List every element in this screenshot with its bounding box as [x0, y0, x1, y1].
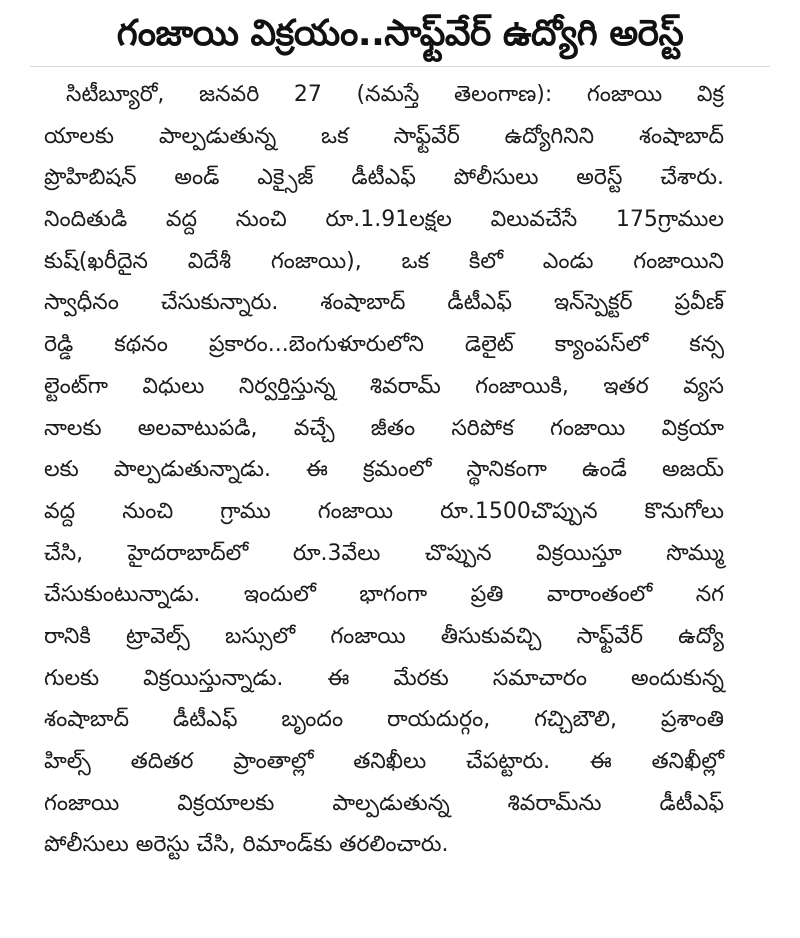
article-line: రెడ్డి కథనం ప్రకారం...బెంగుళూరులోని డెలైట్ క్యాంపస్‌లో కన్స: [44, 332, 724, 358]
article-line: పోలీసులు అరెస్టు చేసి, రిమాండ్‌కు తరలించారు.: [44, 832, 449, 858]
article-line: యాలకు పాల్పడుతున్న ఒక సాఫ్ట్‌వేర్ ఉద్యోగినిని శంషాబాద్: [44, 123, 724, 149]
article-line: వద్ద నుంచి గ్రాము గంజాయి రూ.1500చొప్పున కొనుగోలు: [44, 498, 724, 524]
article-line: శంషాబాద్ డీటీఎఫ్ బృందం రాయదుర్గం, గచ్చిబౌలి, ప్రశాంతి: [44, 707, 724, 733]
article-line: రానికి ట్రావెల్స్ బస్సులో గంజాయి తీసుకువచ్చి సాఫ్ట్‌వేర్ ఉద్యో: [44, 623, 724, 649]
article-line: కుష్(ఖరీదైన విదేశీ గంజాయి), ఒక కిలో ఎండు గంజాయిని: [44, 248, 724, 274]
article-line: నాలకు అలవాటుపడి, వచ్చే జీతం సరిపోక గంజాయి విక్రయా: [44, 415, 724, 441]
article-line: స్వాధీనం చేసుకున్నారు. శంషాబాద్ డీటీఎఫ్ ఇన్‌స్పెక్టర్ ప్రవీణ్: [44, 290, 724, 316]
article-line: నిందితుడి వద్ద నుంచి రూ.1.91లక్షల విలువచేసే 175గ్రాముల: [44, 207, 724, 233]
article-line: హిల్స్ తదితర ప్రాంతాల్లో తనిఖీలు చేపట్టారు. ఈ తనిఖీల్లో: [44, 749, 724, 774]
article-line: ప్రొహిబిషన్ అండ్ ఎక్సైజ్ డీటీఎఫ్ పోలీసులు అరెస్ట్ చేశారు.: [44, 165, 724, 191]
article-line: ల్టెంట్‌గా విధులు నిర్వర్తిస్తున్న శివరామ్ గంజాయికి, ఇతర వ్యస: [44, 373, 724, 399]
article-line: గులకు విక్రయిస్తున్నాడు. ఈ మేరకు సమాచారం అందుకున్న: [44, 665, 724, 691]
article-line: సిటీబ్యూరో, జనవరి 27 (నమస్తే తెలంగాణ): గంజాయి విక్ర: [66, 82, 724, 107]
article-line: గంజాయి విక్రయాలకు పాల్పడుతున్న శివరామ్‌ను డీటీఎఫ్: [44, 790, 724, 816]
article-headline: గంజాయి విక్రయం..సాఫ్ట్‌వేర్ ఉద్యోగి అరెస్ట్: [116, 13, 684, 54]
article-line: చేసి, హైదరాబాద్‌లో రూ.3వేలు చొప్పున విక్రయిస్తూ సొమ్ము: [44, 540, 724, 566]
headline-divider: [30, 66, 770, 67]
article-body: [44, 74, 724, 866]
article-line: లకు పాల్పడుతున్నాడు. ఈ క్రమంలో స్థానికంగా ఉండే అజయ్: [44, 457, 724, 483]
article-line: చేసుకుంటున్నాడు. ఇందులో భాగంగా ప్రతి వారాంతంలో నగ: [44, 582, 724, 608]
